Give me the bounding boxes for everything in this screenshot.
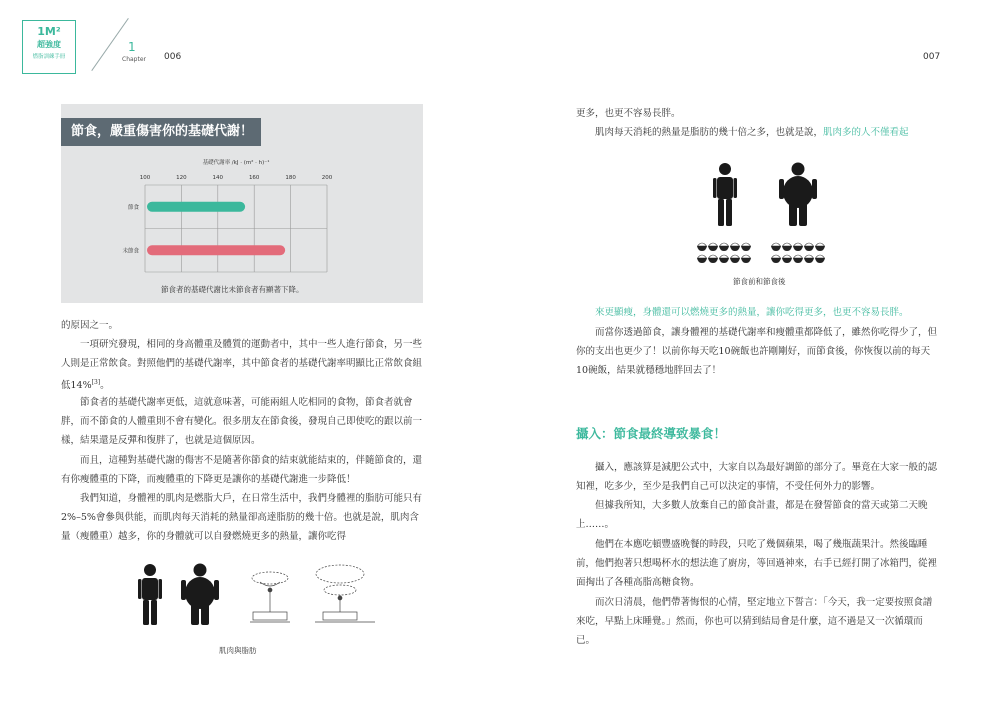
rice-bowls-icon bbox=[697, 243, 825, 263]
rice-bowl-icon bbox=[741, 243, 751, 251]
fat-person-icon bbox=[181, 564, 219, 626]
rice-bowl-icon bbox=[793, 255, 803, 263]
tick-label: 200 bbox=[321, 175, 333, 181]
rice-bowl-icon bbox=[782, 243, 792, 251]
x-axis-label: 基礎代謝率 /kJ · (m² · h)⁻¹ bbox=[202, 160, 270, 166]
category-label: 未節食 bbox=[122, 248, 139, 255]
bar bbox=[147, 202, 245, 212]
category-label: 節食 bbox=[127, 204, 139, 211]
right-para-5: 但據我所知，大多數人放棄自己的節食計畫，都是在發誓節食的當天或第二天晚上……。 bbox=[576, 500, 928, 530]
rice-bowl-icon bbox=[697, 255, 707, 263]
right-para-1-text: 肌肉每天消耗的熱量是脂肪的幾十倍之多，也就是說， bbox=[595, 127, 824, 138]
right-para-6: 他們在本應吃頓豐盛晚餐的時段，只吃了幾個蘋果，喝了幾瓶蔬果汁。然後臨睡前，他們抱著只想喝杯水的想法進了廚房，等回過神來，右手已經打開了冰箱門，從裡面掏出了各種高脂高糖食物。 bbox=[576, 539, 938, 588]
rice-bowl-icon bbox=[741, 255, 751, 263]
right-para-1 bbox=[576, 123, 938, 142]
muscle-fat-figure bbox=[125, 560, 385, 640]
left-para-2: 節食者的基礎代謝率更低，這就意味著，可能兩組人吃相同的食物，節食者就會胖，而不節食的人體重則不會有變化。很多朋友在節食後，發現自己即使吃的跟以前一樣，結果還是反彈和復胖了，也就是這個原因。 bbox=[61, 397, 423, 446]
rice-bowl-icon bbox=[708, 255, 718, 263]
energy-burn-sketch-small bbox=[250, 572, 290, 622]
metabolism-chart-figure bbox=[61, 104, 423, 303]
chapter-label: Chapter bbox=[122, 56, 146, 63]
rice-bowl-icon bbox=[771, 243, 781, 251]
page-number-left: 006 bbox=[164, 52, 182, 62]
right-para-7: 而次日清晨，他們帶著悔恨的心情，堅定地立下誓言：「今天，我一定要按照食譜來吃，早點上床睡覺。」然而，你也可以猜到結局會是什麼，這不過是又一次循環而已。 bbox=[576, 597, 933, 646]
rice-bowl-icon bbox=[815, 243, 825, 251]
right-para-0: 更多，也更不容易長胖。 bbox=[576, 108, 681, 119]
tick-label: 160 bbox=[248, 175, 260, 181]
rice-bowl-icon bbox=[730, 243, 740, 251]
tick-label: 120 bbox=[176, 175, 187, 181]
rice-bowl-icon bbox=[697, 243, 707, 251]
rice-bowl-icon bbox=[804, 243, 814, 251]
rice-bowl-icon bbox=[815, 255, 825, 263]
chapter-number: 1 bbox=[128, 40, 136, 54]
tick-label: 180 bbox=[285, 175, 296, 181]
logo-line1: 超強度 bbox=[37, 40, 61, 49]
section-title: 攝入：節食最終導致暴食！ bbox=[576, 426, 727, 441]
left-para-1-end: 。 bbox=[100, 380, 110, 392]
before-after-diet-figure bbox=[690, 160, 840, 270]
chart-caption: 節食者的基礎代謝比未節食者有顯著下降。 bbox=[161, 285, 304, 294]
energy-burn-sketch-large bbox=[315, 565, 375, 622]
right-para-4: 攝入，應該算是減肥公式中，大家自以為最好調節的部分了。畢竟在大家一般的認知裡，吃多少，至少是我們自己可以決定的事情，不受任何外力的影響。 bbox=[576, 462, 938, 492]
left-para-4: 我們知道，身體裡的肌肉是燃脂大戶，在日常生活中，我們身體裡的脂肪可能只有2%–5%會參與供能，而肌肉每天消耗的熱量卻高達脂肪的幾十倍。也就是說，肌肉含量（瘦體重）越多，你的身體就可以自發燃燒更多的熱量，讓你吃得 bbox=[61, 493, 423, 542]
after-diet-person-icon bbox=[779, 163, 817, 227]
slim-person-icon bbox=[138, 564, 162, 625]
left-para-3: 而且，這種對基礎代謝的傷害不是隨著你節食的結束就能結束的，伴隨節食的，還有你瘦體重的下降，而瘦體重的下降更是讓你的基礎代謝進一步降低！ bbox=[61, 455, 423, 485]
header-divider bbox=[91, 18, 129, 71]
before-diet-person-icon bbox=[713, 163, 737, 226]
left-para-1-text: 一項研究發現，相同的身高體重及體質的運動者中，其中一些人進行節食，另一些人則是正常飲食。對照他們的基礎代謝率，其中節食者的基礎代謝率明顯比正常飲食組低14% bbox=[61, 339, 423, 392]
tick-label: 100 bbox=[139, 175, 151, 181]
before-after-caption: 節食前和節食後 bbox=[733, 277, 786, 286]
right-para-3: 而當你透過節食，讓身體裡的基礎代謝率和瘦體重都降低了，雖然你吃得少了，但你的支出也更少了！以前你每天吃10碗飯也許剛剛好，而節食後，你恢復以前的每天10碗飯，結果就穩穩地胖回去了！ bbox=[576, 327, 938, 376]
metabolism-bar-chart bbox=[61, 104, 423, 303]
left-para-0: 的原因之一。 bbox=[61, 320, 119, 331]
rice-bowl-icon bbox=[804, 255, 814, 263]
logo-m2: 1M² bbox=[37, 25, 61, 38]
rice-bowl-icon bbox=[719, 243, 729, 251]
right-para-2-highlight: 來更顯瘦，身體還可以燃燒更多的熱量，讓你吃得更多，也更不容易長胖。 bbox=[595, 307, 909, 318]
rice-bowl-icon bbox=[793, 243, 803, 251]
reference-mark: [3] bbox=[91, 379, 101, 386]
bar bbox=[147, 245, 285, 255]
chart-title: 節食，嚴重傷害你的基礎代謝！ bbox=[61, 118, 261, 146]
muscle-fat-caption: 肌肉與脂肪 bbox=[219, 646, 257, 655]
tick-label: 140 bbox=[212, 175, 224, 181]
rice-bowl-icon bbox=[708, 243, 718, 251]
rice-bowl-icon bbox=[782, 255, 792, 263]
book-logo bbox=[22, 20, 76, 74]
logo-line2: 燃脂訓練手冊 bbox=[32, 53, 66, 60]
left-para-1 bbox=[61, 335, 423, 395]
rice-bowl-icon bbox=[771, 255, 781, 263]
right-para-1-highlight: 肌肉多的人不僅看起 bbox=[823, 127, 909, 138]
rice-bowl-icon bbox=[730, 255, 740, 263]
rice-bowl-icon bbox=[719, 255, 729, 263]
page-number-right: 007 bbox=[923, 52, 941, 62]
